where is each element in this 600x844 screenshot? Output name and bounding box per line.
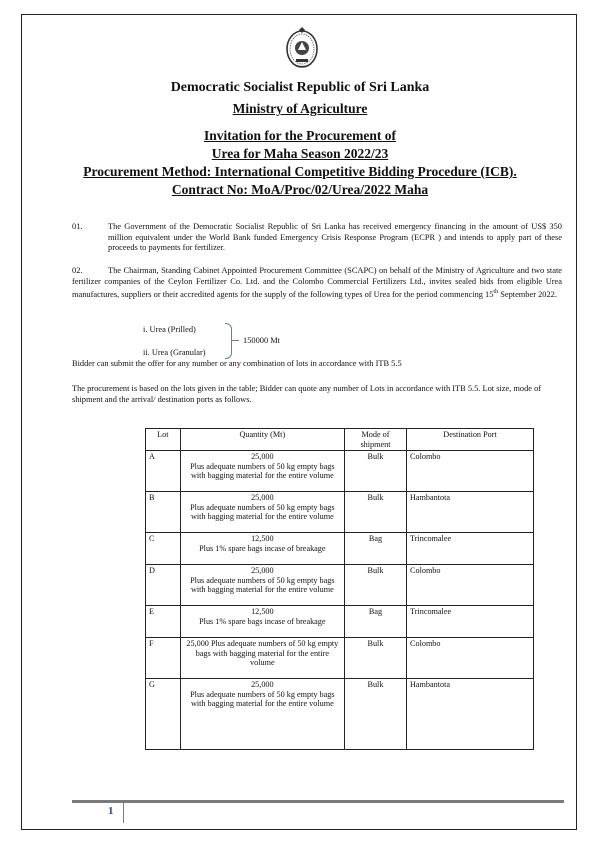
quantity-value: 25,000 Plus adequate numbers of 50 kg empty bags with bagging material for the entire volume	[186, 639, 339, 668]
quantity-value: 25,000	[251, 493, 274, 503]
footer-rule	[72, 800, 564, 803]
quantity-cell	[180, 451, 344, 492]
port-cell: Hambantota	[407, 492, 534, 533]
quantity-cell	[180, 533, 344, 565]
grouping-bracket	[225, 323, 232, 359]
quantity-detail: Plus 1% spare bags incase of breakage	[199, 543, 326, 553]
paragraph-01-text: The Government of the Democratic Socialist Republic of Sri Lanka has received emergency financing in the amount of US$ 350 million equivalent under the World Bank funded Emergency Crisis Response Program (ECPR ) and intends to apply part of these proceeds to payments for fertilizer.	[108, 222, 562, 253]
lot-cell: E	[146, 606, 181, 638]
quantity-value: 12,500	[251, 607, 274, 617]
urea-quantity: 150000 Mt	[243, 336, 280, 345]
quantity-detail: Plus 1% spare bags incase of breakage	[199, 616, 326, 626]
table-row	[146, 533, 534, 565]
port-cell: Hambantota	[407, 679, 534, 750]
sri-lanka-state-emblem-icon	[285, 26, 319, 70]
footer-divider	[123, 803, 124, 823]
country-heading: Democratic Socialist Republic of Sri Lanka	[170, 80, 430, 95]
port-cell: Colombo	[407, 451, 534, 492]
ordinal-suffix: th	[493, 289, 499, 296]
quantity-value: 12,500	[251, 534, 274, 544]
quantity-value: 25,000	[251, 680, 274, 690]
port-cell: Trincomalee	[407, 606, 534, 638]
subject-heading: Urea for Maha Season 2022/23	[211, 146, 389, 161]
quantity-detail: Plus adequate numbers of 50 kg empty bags with bagging material for the entire volume	[190, 502, 335, 522]
invitation-heading: Invitation for the Procurement of	[204, 128, 396, 143]
mode-cell: Bulk	[344, 638, 406, 679]
port-cell: Colombo	[407, 638, 534, 679]
paragraph-02-text	[72, 266, 562, 301]
mode-cell: Bulk	[344, 492, 406, 533]
quantity-cell	[180, 679, 344, 750]
column-header-lot: Lot	[146, 429, 181, 451]
lot-cell: F	[146, 638, 181, 679]
paragraph-02-tail: September 2022.	[498, 289, 557, 299]
procurement-note: The procurement is based on the lots given in the table; Bidder can quote any number of Lots in accordance with ITB 5.5. Lot size, mode of shipment and the arrival/ destination ports as follows.	[72, 384, 542, 404]
quantity-cell	[180, 638, 344, 679]
table-row	[146, 492, 534, 533]
urea-type-granular: ii. Urea (Granular)	[143, 348, 206, 357]
port-cell: Trincomalee	[407, 533, 534, 565]
quantity-value: 25,000	[251, 452, 274, 462]
lot-cell: C	[146, 533, 181, 565]
urea-type-prilled: i. Urea (Prilled)	[143, 325, 196, 334]
table-row	[146, 606, 534, 638]
quantity-cell	[180, 565, 344, 606]
lots-table	[145, 428, 534, 750]
lot-cell: A	[146, 451, 181, 492]
lot-cell: G	[146, 679, 181, 750]
table-header-row	[146, 429, 534, 451]
procurement-method-heading: Procurement Method: International Competitive Bidding Procedure (ICB).	[83, 164, 517, 179]
mode-cell: Bag	[344, 606, 406, 638]
paragraph-number: 02.	[72, 266, 83, 275]
lot-cell: B	[146, 492, 181, 533]
quantity-detail: Plus adequate numbers of 50 kg empty bags with bagging material for the entire volume	[190, 461, 335, 481]
mode-cell: Bag	[344, 533, 406, 565]
table-row	[146, 565, 534, 606]
column-header-destination: Destination Port	[407, 429, 534, 451]
port-cell: Colombo	[407, 565, 534, 606]
quantity-value: 25,000	[251, 566, 274, 576]
quantity-cell	[180, 492, 344, 533]
paragraph-number: 01.	[72, 222, 83, 231]
ministry-heading: Ministry of Agriculture	[232, 101, 368, 116]
bidder-note: Bidder can submit the offer for any number or any combination of lots in accordance with ITB 5.5	[72, 359, 402, 368]
paragraph-02-body: The Chairman, Standing Cabinet Appointed Procurement Committee (SCAPC) on behalf of the Ministry of Agriculture and two state fertilizer companies of the Ceylon Fertilizer Co. Ltd. and the Colombo Commercial Fertilizers Ltd., invites sealed bids from eligible Urea manufactures, suppliers or their accredited agents for the supply of the following types of Urea for the period commencing 15	[72, 266, 562, 299]
mode-cell: Bulk	[344, 679, 406, 750]
lot-cell: D	[146, 565, 181, 606]
mode-cell: Bulk	[344, 451, 406, 492]
page-number: 1	[108, 805, 114, 817]
contract-number-heading: Contract No: MoA/Proc/02/Urea/2022 Maha	[171, 182, 429, 197]
mode-cell: Bulk	[344, 565, 406, 606]
quantity-detail: Plus adequate numbers of 50 kg empty bags with bagging material for the entire volume	[190, 689, 335, 709]
column-header-quantity: Quantity (Mt)	[180, 429, 344, 451]
column-header-mode: Mode of shipment	[344, 429, 406, 451]
table-row	[146, 679, 534, 750]
quantity-cell	[180, 606, 344, 638]
table-row	[146, 451, 534, 492]
table-row	[146, 638, 534, 679]
quantity-detail: Plus adequate numbers of 50 kg empty bags with bagging material for the entire volume	[190, 575, 335, 595]
